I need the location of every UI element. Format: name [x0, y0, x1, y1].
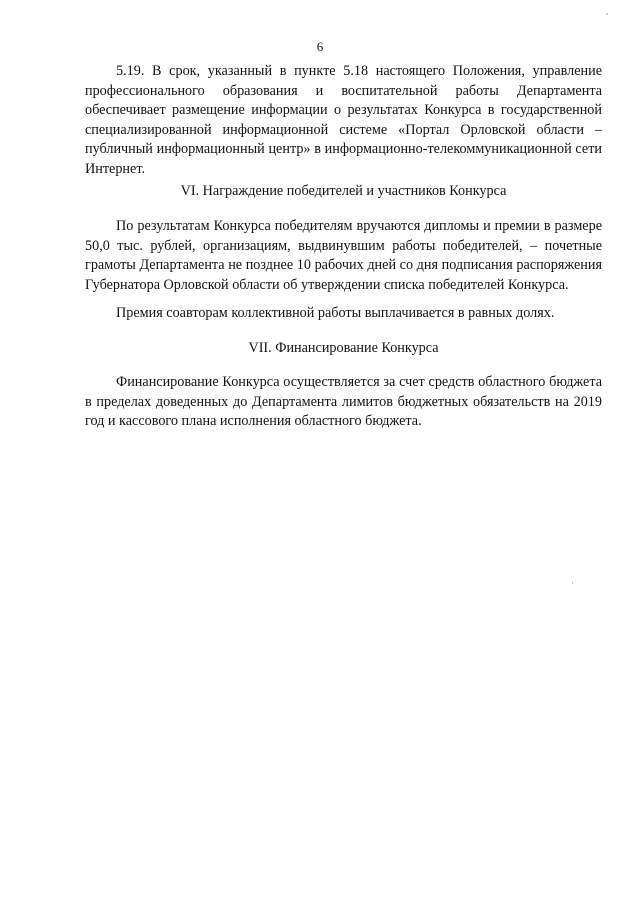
scan-speck	[572, 582, 573, 584]
section-6-heading: VI. Награждение победителей и участников Конкурса	[180, 183, 507, 199]
clause-5-19-paragraph: 5.19. В срок, указанный в пункте 5.18 настоящего Положения, управление профессионального образования и воспитательной работы Департамента обеспечивает размещение информации о результатах Конкурса в государственной специализированной информационной системе «Портал Орловской области – публичный информационный центр» в информационно-телекоммуникационной сети Интернет.	[85, 63, 602, 177]
section-7-paragraph-funding: Финансирование Конкурса осуществляется за счет средств областного бюджета в пределах доведенных до Департамента лимитов бюджетных обязательств на 2019 год и кассового плана исполнения областного бюджета.	[85, 374, 602, 430]
section-6-paragraph-awards: По результатам Конкурса победителям вручаются дипломы и премии в размере 50,0 тыс. рублей, организациям, выдвинувшим работы победителей, – почетные грамоты Департамента не позднее 10 рабочих дней со дня подписания распоряжения Губернатора Орловской области об утверждении списка победителей Конкурса.	[85, 218, 602, 293]
section-6-paragraph-co-authors: Премия соавторам коллективной работы выплачивается в равных долях.	[116, 305, 555, 321]
section-7-heading: VII. Финансирование Конкурса	[248, 340, 439, 356]
scan-speck	[606, 13, 608, 15]
page-number: 6	[316, 39, 324, 54]
